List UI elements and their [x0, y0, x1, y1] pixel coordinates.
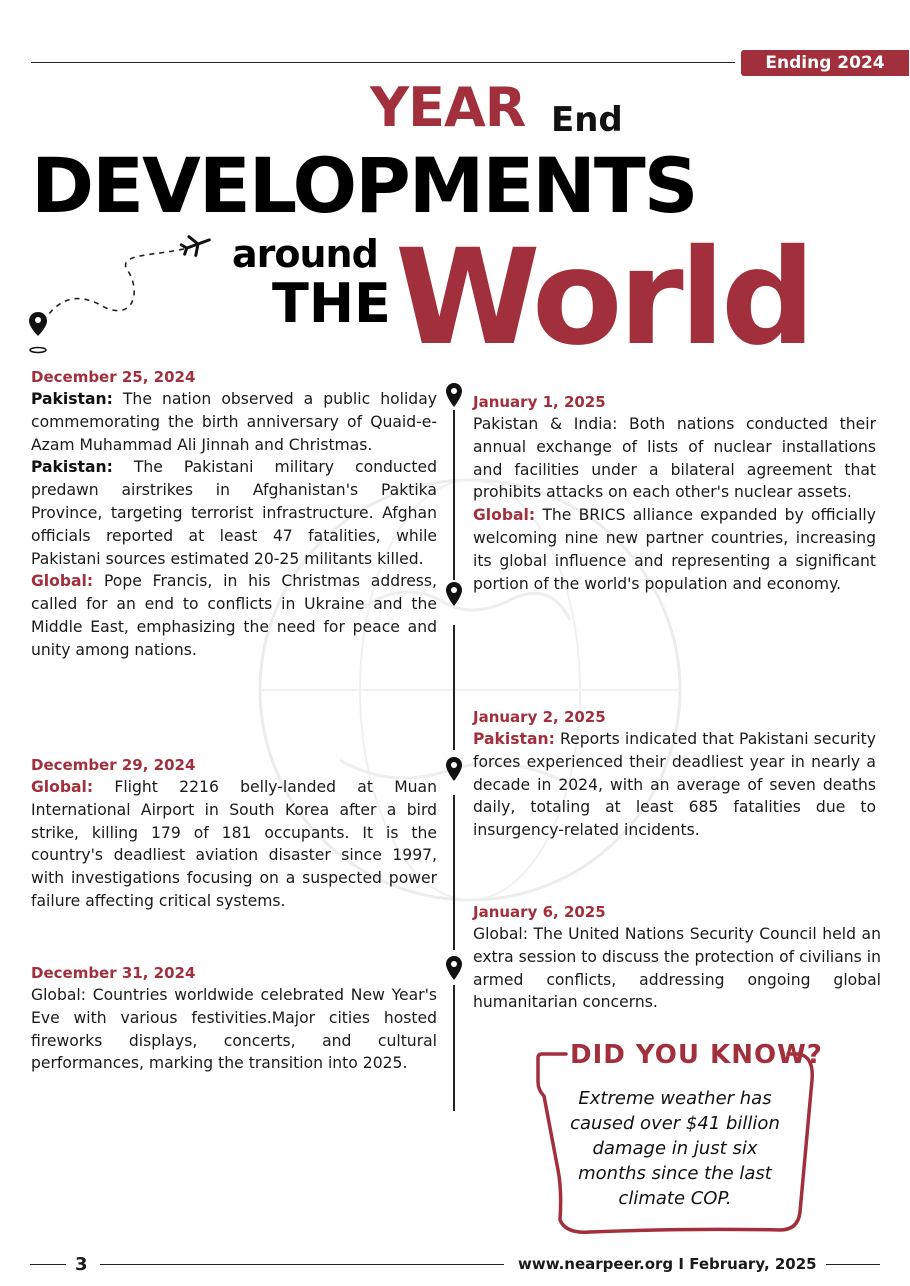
- entry-jan-2: [473, 706, 876, 842]
- footer-rule-left: [30, 1264, 66, 1265]
- timeline-pin-icon: [445, 581, 463, 607]
- did-you-know-title: DID YOU KNOW?: [570, 1040, 823, 1070]
- item-text: Pope Francis, in his Christmas address, called for an end to conflicts in Ukraine and the Middle East, emphasizing the need for peace and unity among nations.: [31, 572, 437, 659]
- item-label: Global:: [473, 506, 536, 525]
- entry-jan-6: [473, 901, 881, 1014]
- item-label: Pakistan:: [473, 730, 555, 748]
- entry-item: [31, 570, 437, 661]
- entry-date: January 2, 2025: [473, 708, 606, 726]
- title-year: YEAR: [370, 76, 526, 139]
- entry-item: [31, 776, 437, 913]
- entry-dec-29: [31, 754, 437, 913]
- item-label: Global:: [31, 778, 94, 796]
- entry-item: [473, 504, 876, 595]
- footer-rule-middle: [100, 1264, 504, 1265]
- timeline-line-4: [453, 985, 455, 1111]
- item-text: Flight 2216 belly-landed at Muan International Airport in South Korea after a bird strike, killing 179 of 181 occupants. It is the country's deadliest aviation disaster since 1997, with investigations focusing on a suspected power failure affecting critical systems.: [31, 778, 437, 910]
- top-rule: [31, 62, 735, 63]
- entry-item: [473, 923, 881, 1014]
- entry-date: January 1, 2025: [473, 393, 606, 411]
- entry-date: December 29, 2024: [31, 756, 196, 774]
- item-text: Pakistan & India: Both nations conducted their annual exchange of lists of nuclear installations and facilities under a bilateral agreement that prohibits attacks on each other's nuclear assets.: [473, 415, 876, 502]
- entry-dec-25: [31, 366, 437, 662]
- entry-item: [31, 456, 437, 570]
- section-tag: Ending 2024: [741, 50, 909, 76]
- entry-item: [31, 388, 437, 456]
- title-end: End: [551, 100, 623, 140]
- entry-item: [31, 984, 437, 1075]
- item-text: Reports indicated that Pakistani security forces experienced their deadliest year in nearly a decade in 2024, with an average of seven deaths daily, totaling at least 685 fatalities due to insurgency-related incidents.: [473, 730, 876, 840]
- timeline-line-2: [453, 625, 455, 750]
- entry-date: December 25, 2024: [31, 368, 196, 386]
- item-text: Global: The United Nations Security Council held an extra session to discuss the protection of civilians in armed conflicts, addressing ongoing global humanitarian concerns.: [473, 925, 881, 1012]
- entry-item: [473, 728, 876, 842]
- location-pin-icon: [29, 312, 47, 353]
- entry-dec-31: [31, 962, 437, 1075]
- airplane-icon: [180, 230, 213, 258]
- item-text: The BRICS alliance expanded by officially welcoming nine new partner countries, increasing its global influence and representing a significant portion of the world's population and economy.: [473, 506, 876, 593]
- entry-item: [473, 413, 876, 504]
- timeline-line-1: [453, 410, 455, 580]
- entry-date: January 6, 2025: [473, 903, 606, 921]
- page-number: 3: [75, 1254, 88, 1275]
- item-label: Pakistan:: [31, 458, 113, 477]
- item-text: Global: Countries worldwide celebrated New Year's Eve with various festivities.Major cities hosted fireworks displays, concerts, and cultural performances, marking the transition into 2025.: [31, 986, 437, 1073]
- entry-date: December 31, 2024: [31, 964, 196, 982]
- item-text: The Pakistani military conducted predawn airstrikes in Afghanistan's Paktika Province, targeting terrorist infrastructure. Afghan officials reported at least 47 fatalities, while Pakistani sources estimated 20-25 militants killed.: [31, 458, 437, 568]
- title-the: THE: [272, 272, 391, 335]
- title-world: World: [395, 221, 812, 375]
- timeline-pin-icon: [445, 382, 463, 408]
- flight-path-decoration: [26, 228, 226, 360]
- entry-jan-1: [473, 391, 876, 595]
- footer-rule-right: [826, 1264, 880, 1265]
- item-text: The nation observed a public holiday commemorating the birth anniversary of Quaid-e-Azam Muhammad Ali Jinnah and Christmas.: [31, 390, 437, 454]
- title-around: around: [232, 232, 378, 276]
- item-label: Global:: [31, 572, 94, 591]
- did-you-know-text: Extreme weather has caused over $41 billion damage in just six months since the last climate COP.: [570, 1088, 780, 1209]
- title-developments: DEVELOPMENTS: [31, 141, 697, 230]
- timeline-pin-icon: [445, 756, 463, 782]
- timeline-line-3: [453, 795, 455, 950]
- footer-site: www.nearpeer.org I February, 2025: [518, 1255, 817, 1273]
- timeline-pin-icon: [445, 955, 463, 981]
- item-label: Pakistan:: [31, 390, 113, 408]
